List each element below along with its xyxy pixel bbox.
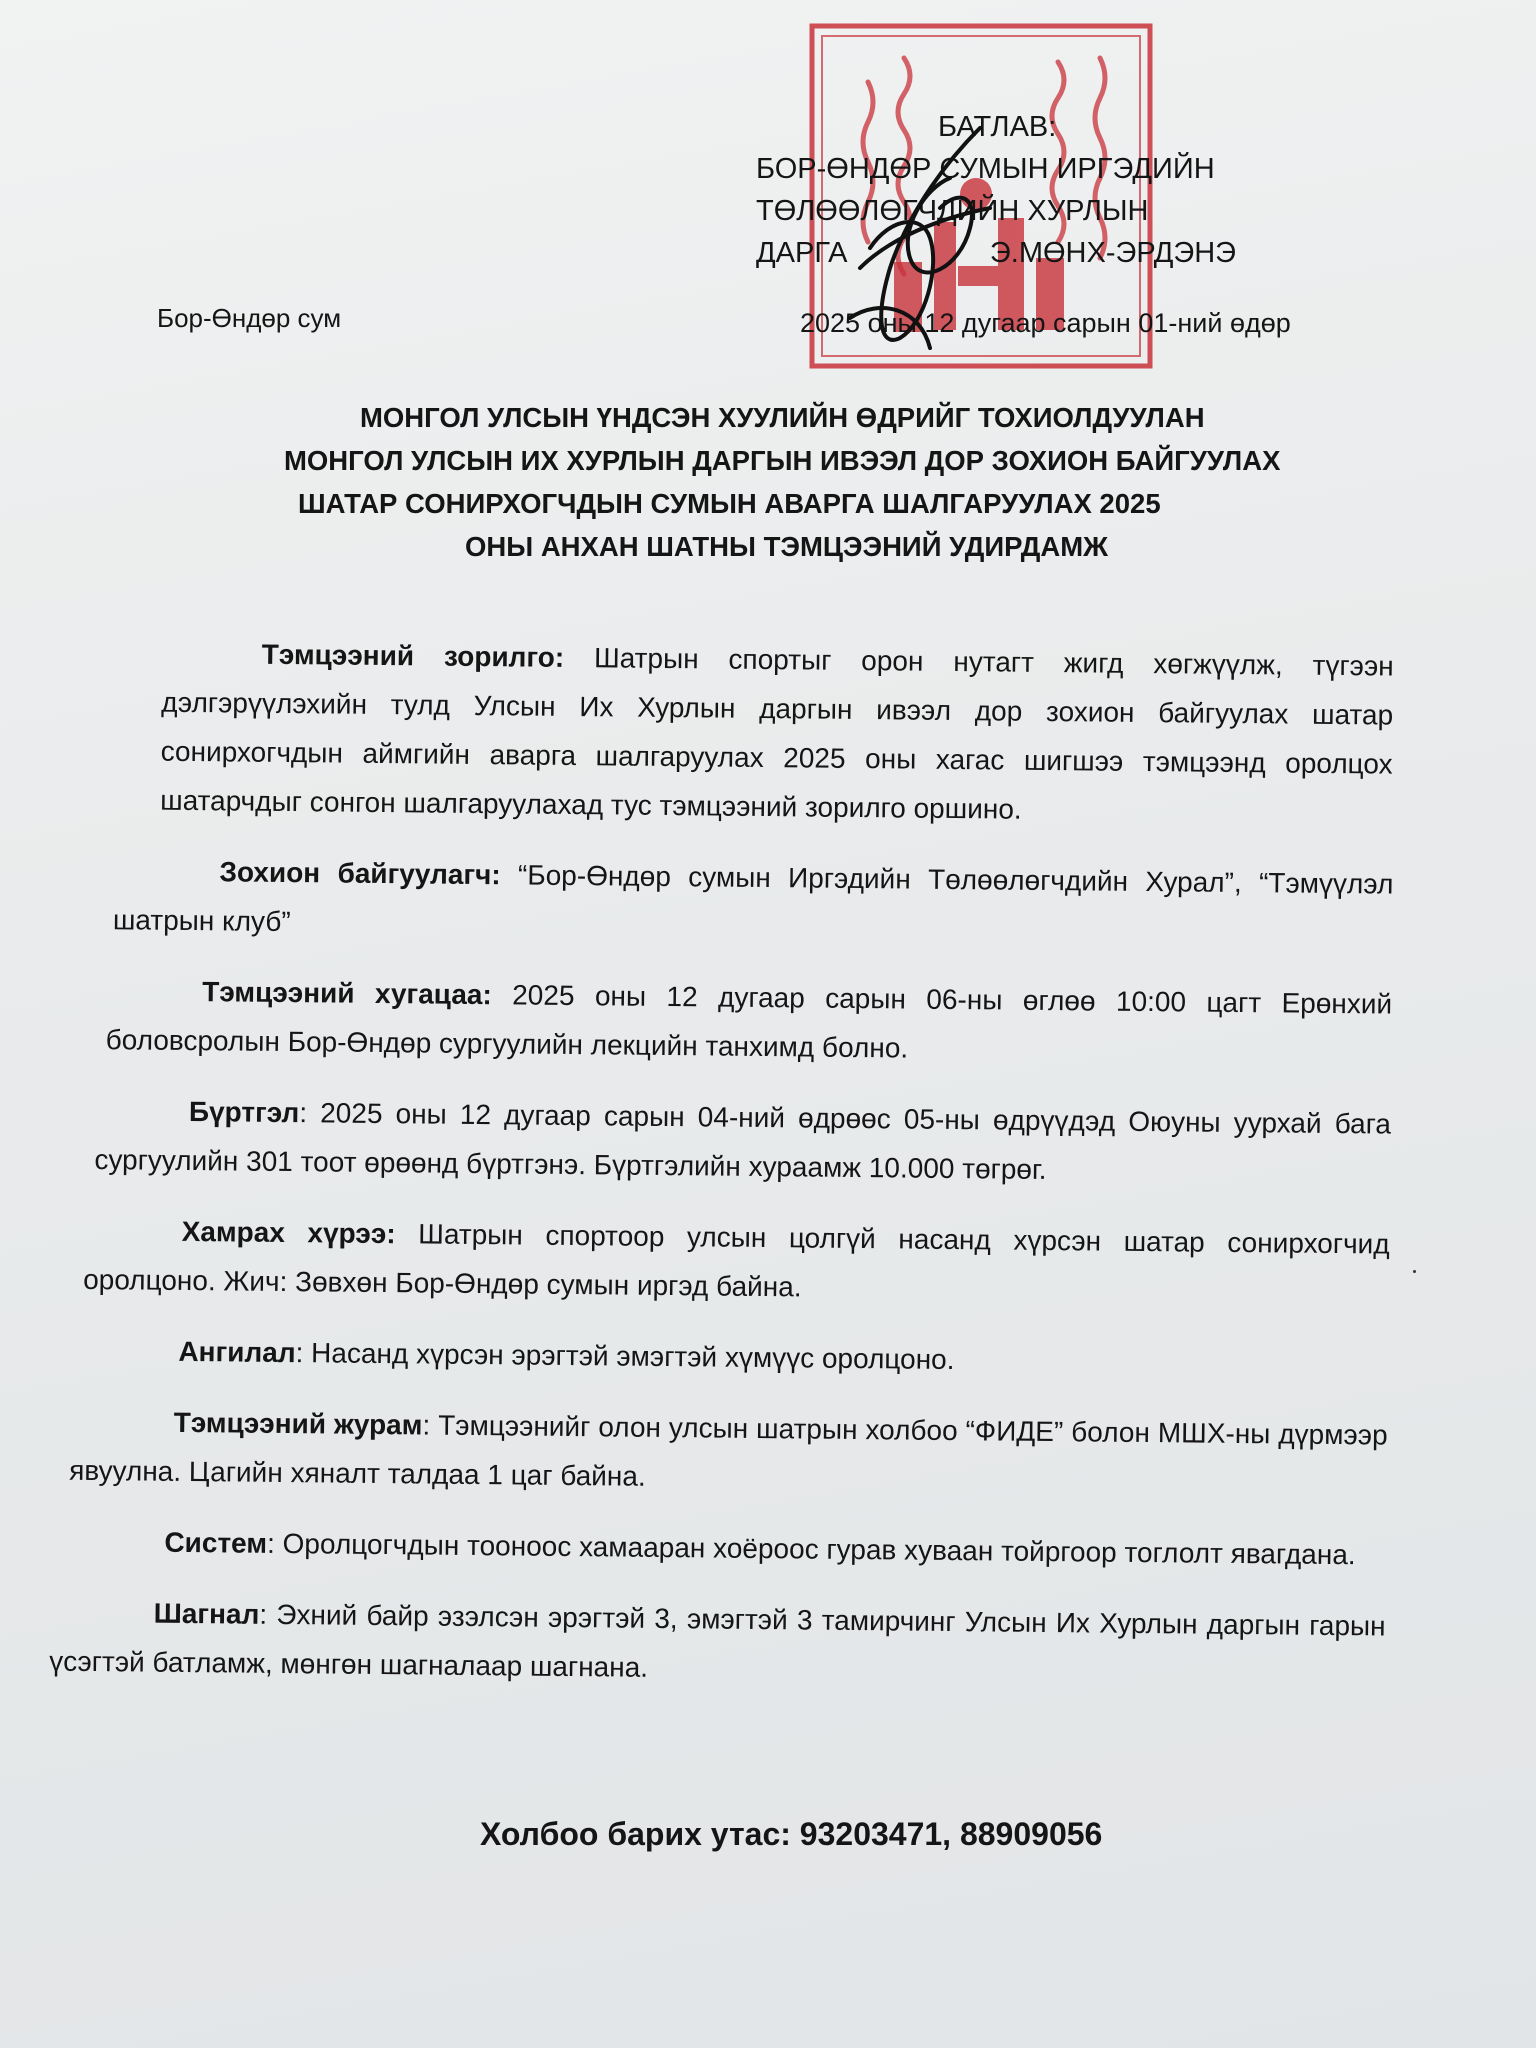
date-text: 2025 оны 12 дугаар сарын 01-ний өдөр <box>800 308 1291 338</box>
section-label: Ангилал <box>178 1335 296 1369</box>
section-label: Бүртгэл <box>188 1096 300 1129</box>
approval-title: БАТЛАВ: <box>938 111 1057 143</box>
section-purpose <box>126 628 1396 837</box>
section-category <box>178 1327 1388 1389</box>
section-registration <box>94 1086 1391 1198</box>
section-system <box>60 1517 1386 1580</box>
location-text: Бор-Өндөр сум <box>157 303 342 333</box>
title-line-2: МОНГОЛ УЛСЫН ИХ ХУРЛЫН ДАРГЫН ИВЭЭЛ ДОР ЗОХИОН БАЙГУУЛАХ <box>284 445 1281 476</box>
section-text: : Насанд хүрсэн эрэгтэй эмэгтэй хүмүүс оролцоно. <box>295 1337 955 1376</box>
section-label: Тэмцээний зорилго: <box>261 638 565 673</box>
section-organizer <box>113 846 1394 957</box>
section-text: Шатрын спортыг орон нутагт жигд хөгжүүлж, түгээн дэлгэрүүлэхийн тулд Улсын Их Хурлын даргын ивээл дор зохион байгуулах шатар сонирхогчдын аймгийн аварга шалгаруулах 2025 оны хагас шигшээ тэмцээнд оролцох шатарчдыг сонгон шалгаруулахад тус тэмцээний зорилго оршино. <box>160 641 1394 825</box>
section-text: : 2025 оны 12 дугаар сарын 04-ний өдрөөс 05-ны өдрүүдэд Оюуны уурхай бага сургуулийн 301 тоот өрөөнд бүртгэнэ. Бүртгэлийн хураамж 10.000 төгрөг. <box>94 1097 1392 1185</box>
section-award <box>49 1588 1386 1700</box>
section-rules <box>69 1397 1388 1509</box>
title-line-3: ШАТАР СОНИРХОГЧДЫН СУМЫН АВАРГА ШАЛГАРУУЛАХ 2025 <box>298 488 1161 519</box>
section-label: Тэмцээний журам <box>173 1406 423 1441</box>
section-label: Зохион байгуулагч: <box>219 856 501 891</box>
section-time <box>105 966 1392 1077</box>
approval-name: Э.МӨНХ-ЭРДЭНЭ <box>989 237 1236 269</box>
section-label: Шагнал <box>153 1597 260 1630</box>
contact-phone: Холбоо барих утас: 93203471, 88909056 <box>480 1816 1103 1852</box>
handwritten-signature <box>830 118 1010 358</box>
section-label: Хамрах хүрээ: <box>181 1215 396 1250</box>
section-label: Систем <box>164 1526 268 1559</box>
title-line-1: МОНГОЛ УЛСЫН ҮНДСЭН ХУУЛИЙН ӨДРИЙГ ТОХИОЛДУУЛАН <box>360 402 1205 433</box>
section-text: 2025 оны 12 дугаар сарын 06-ны өглөө 10:00 цагт Ерөнхий боловсролын Бор-Өндөр сургуулийн лекцийн танхимд болно. <box>105 979 1393 1064</box>
title-line-4: ОНЫ АНХАН ШАТНЫ ТЭМЦЭЭНИЙ УДИРДАМЖ <box>465 531 1108 562</box>
section-text: Шатрын спортоор улсын цолгүй насанд хүрсэн шатар сонирхогчид оролцоно. Жич: Зөвхөн Бор-Өндөр сумын иргэд байна. <box>83 1218 1390 1303</box>
document-title <box>230 396 1330 568</box>
approval-line-1: БОР-ӨНДӨР СУМЫН ИРГЭДИЙН <box>756 153 1215 185</box>
speck <box>1413 1270 1416 1273</box>
section-text: : Эхний байр эзэлсэн эрэгтэй 3, эмэгтэй 3 тамирчинг Улсын Их Хурлын даргын гарын үсэгтэй батламж, мөнгөн шагналаар шагнана. <box>49 1598 1386 1683</box>
section-text: : Тэмцээнийг олон улсын шатрын холбоо “ФИДЕ” болон МШХ-ны дүрмээр явуулна. Цагийн хяналт талдаа 1 цаг байна. <box>69 1409 1388 1492</box>
approval-line-2: ТӨЛӨӨЛӨГЧДИЙН ХУРЛЫН <box>756 195 1149 227</box>
section-text: : Оролцогчдын тооноос хамааран хоёроос гурав хуваан тойргоор тоглолт явагдана. <box>266 1527 1356 1571</box>
approval-position: ДАРГА <box>756 237 848 269</box>
document-body <box>49 628 1396 1722</box>
section-text: “Бор-Өндөр сумын Иргэдийн Төлөөлөгчдийн Хурал”, “Тэмүүлэл шатрын клуб” <box>112 859 1394 938</box>
section-scope <box>83 1206 1390 1318</box>
section-label: Тэмцээний хугацаа: <box>202 976 492 1011</box>
